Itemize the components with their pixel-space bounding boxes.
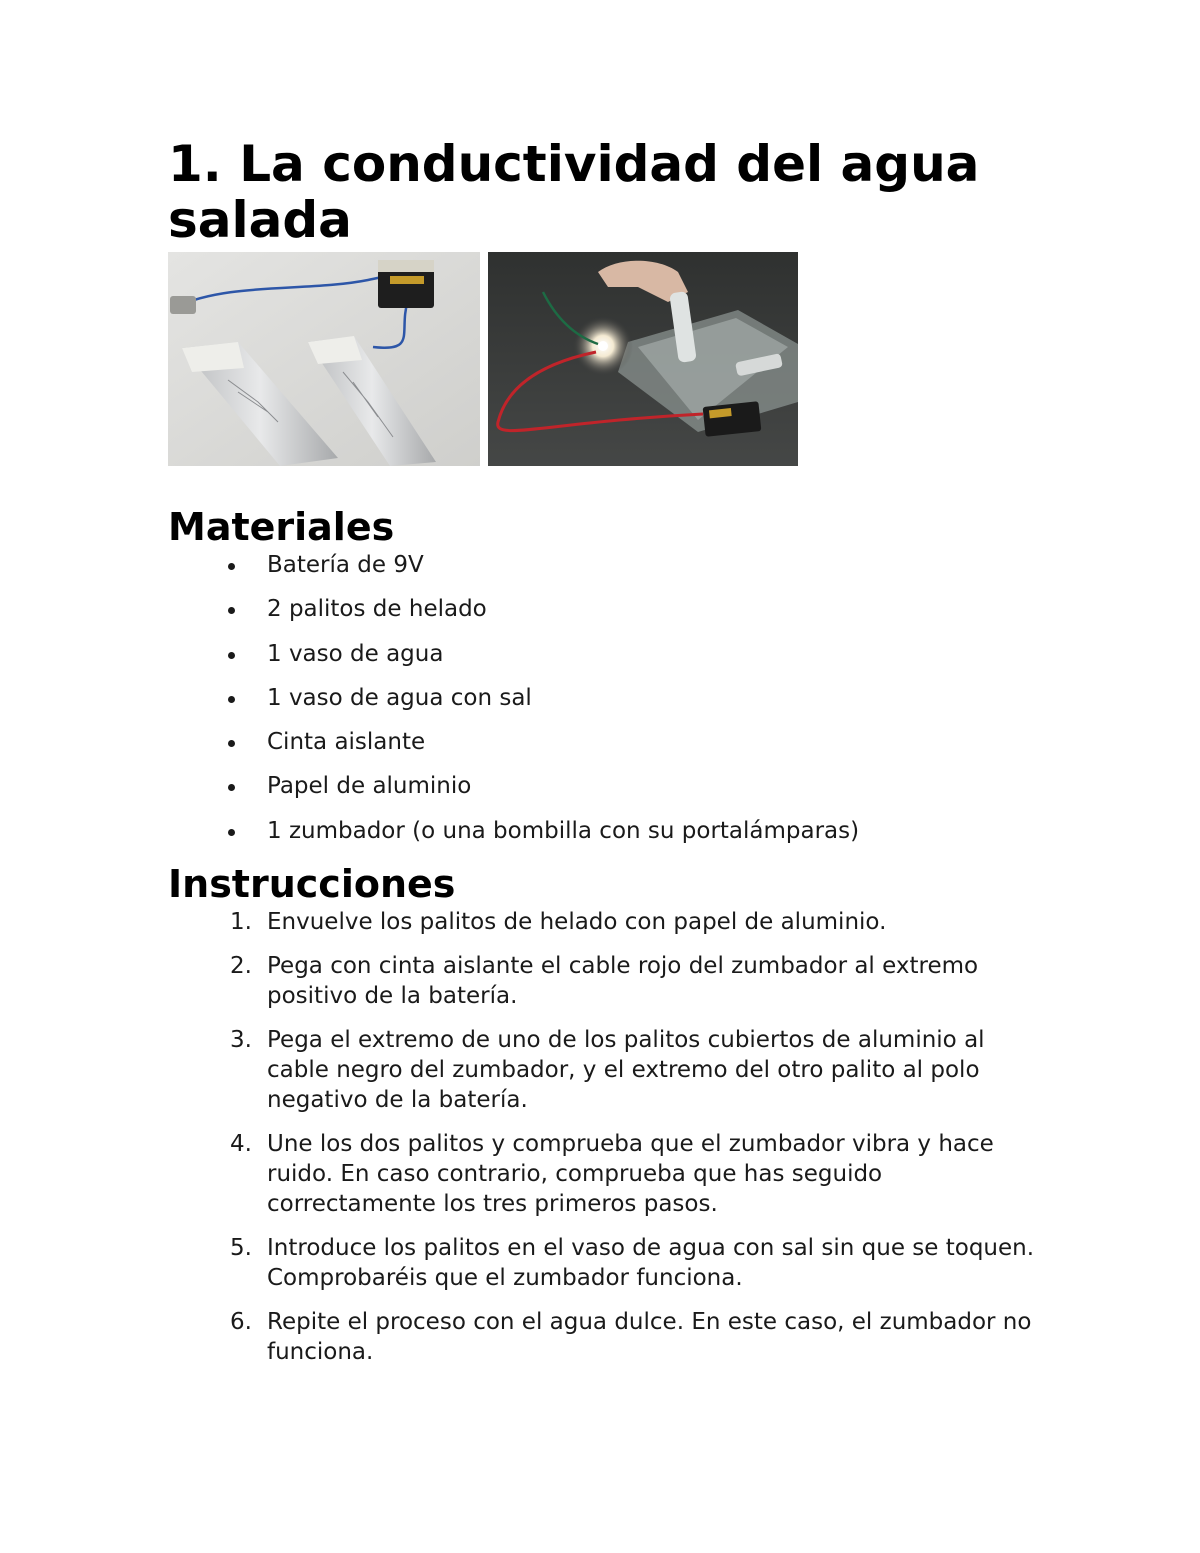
material-label: 1 vaso de agua con sal xyxy=(267,684,532,711)
list-item xyxy=(168,1025,1048,1115)
step-number: 5. xyxy=(230,1235,252,1261)
bullet-icon xyxy=(228,607,235,614)
step-text: Pega con cinta aislante el cable rojo del zumbador al extremo positivo de la batería. xyxy=(267,953,979,1009)
bullet-icon xyxy=(228,829,235,836)
list-item xyxy=(168,683,1048,727)
saltwater-circuit-light-photo xyxy=(488,252,798,466)
list-item xyxy=(168,639,1048,683)
list-item xyxy=(168,550,1048,594)
foil-sticks-battery-photo xyxy=(168,252,480,466)
material-label: 1 zumbador (o una bombilla con su portalámparas) xyxy=(267,817,860,844)
step-text: Envuelve los palitos de helado con papel de aluminio. xyxy=(267,909,887,935)
list-item xyxy=(168,1233,1048,1293)
step-text: Pega el extremo de uno de los palitos cubiertos de aluminio al cable negro del zumbador, y el extremo del otro palito al polo negativo de la batería. xyxy=(267,1027,985,1113)
photo-row xyxy=(168,252,798,466)
bullet-icon xyxy=(228,784,235,791)
material-label: 2 palitos de helado xyxy=(267,596,487,623)
material-label: 1 vaso de agua xyxy=(267,640,444,667)
materials-list xyxy=(168,550,1048,860)
instructions-heading: Instrucciones xyxy=(168,862,456,906)
step-number: 3. xyxy=(230,1027,252,1053)
page-title: 1. La conductividad del agua salada xyxy=(168,135,980,249)
list-item xyxy=(168,727,1048,771)
list-item xyxy=(168,816,1048,860)
bullet-icon xyxy=(228,696,235,703)
step-text: Introduce los palitos en el vaso de agua con sal sin que se toquen. Comprobaréis que el zumbador funciona. xyxy=(267,1235,1035,1291)
step-text: Une los dos palitos y comprueba que el zumbador vibra y hace ruido. En caso contrario, comprueba que has seguido correctamente los tres primeros pasos. xyxy=(267,1131,994,1217)
bullet-icon xyxy=(228,652,235,659)
material-label: Papel de aluminio xyxy=(267,773,472,800)
list-item xyxy=(168,951,1048,1011)
step-number: 2. xyxy=(230,953,252,979)
step-text: Repite el proceso con el agua dulce. En este caso, el zumbador no funciona. xyxy=(267,1309,1032,1365)
materials-heading: Materiales xyxy=(168,505,395,549)
bullet-icon xyxy=(228,563,235,570)
step-number: 6. xyxy=(230,1309,252,1335)
list-item xyxy=(168,594,1048,638)
list-item xyxy=(168,771,1048,815)
instructions-list xyxy=(168,907,1048,1381)
step-number: 4. xyxy=(230,1131,252,1157)
list-item xyxy=(168,1307,1048,1367)
list-item xyxy=(168,907,1048,937)
material-label: Cinta aislante xyxy=(267,729,426,756)
material-label: Batería de 9V xyxy=(267,552,424,578)
step-number: 1. xyxy=(230,909,252,935)
bullet-icon xyxy=(228,740,235,747)
list-item xyxy=(168,1129,1048,1219)
